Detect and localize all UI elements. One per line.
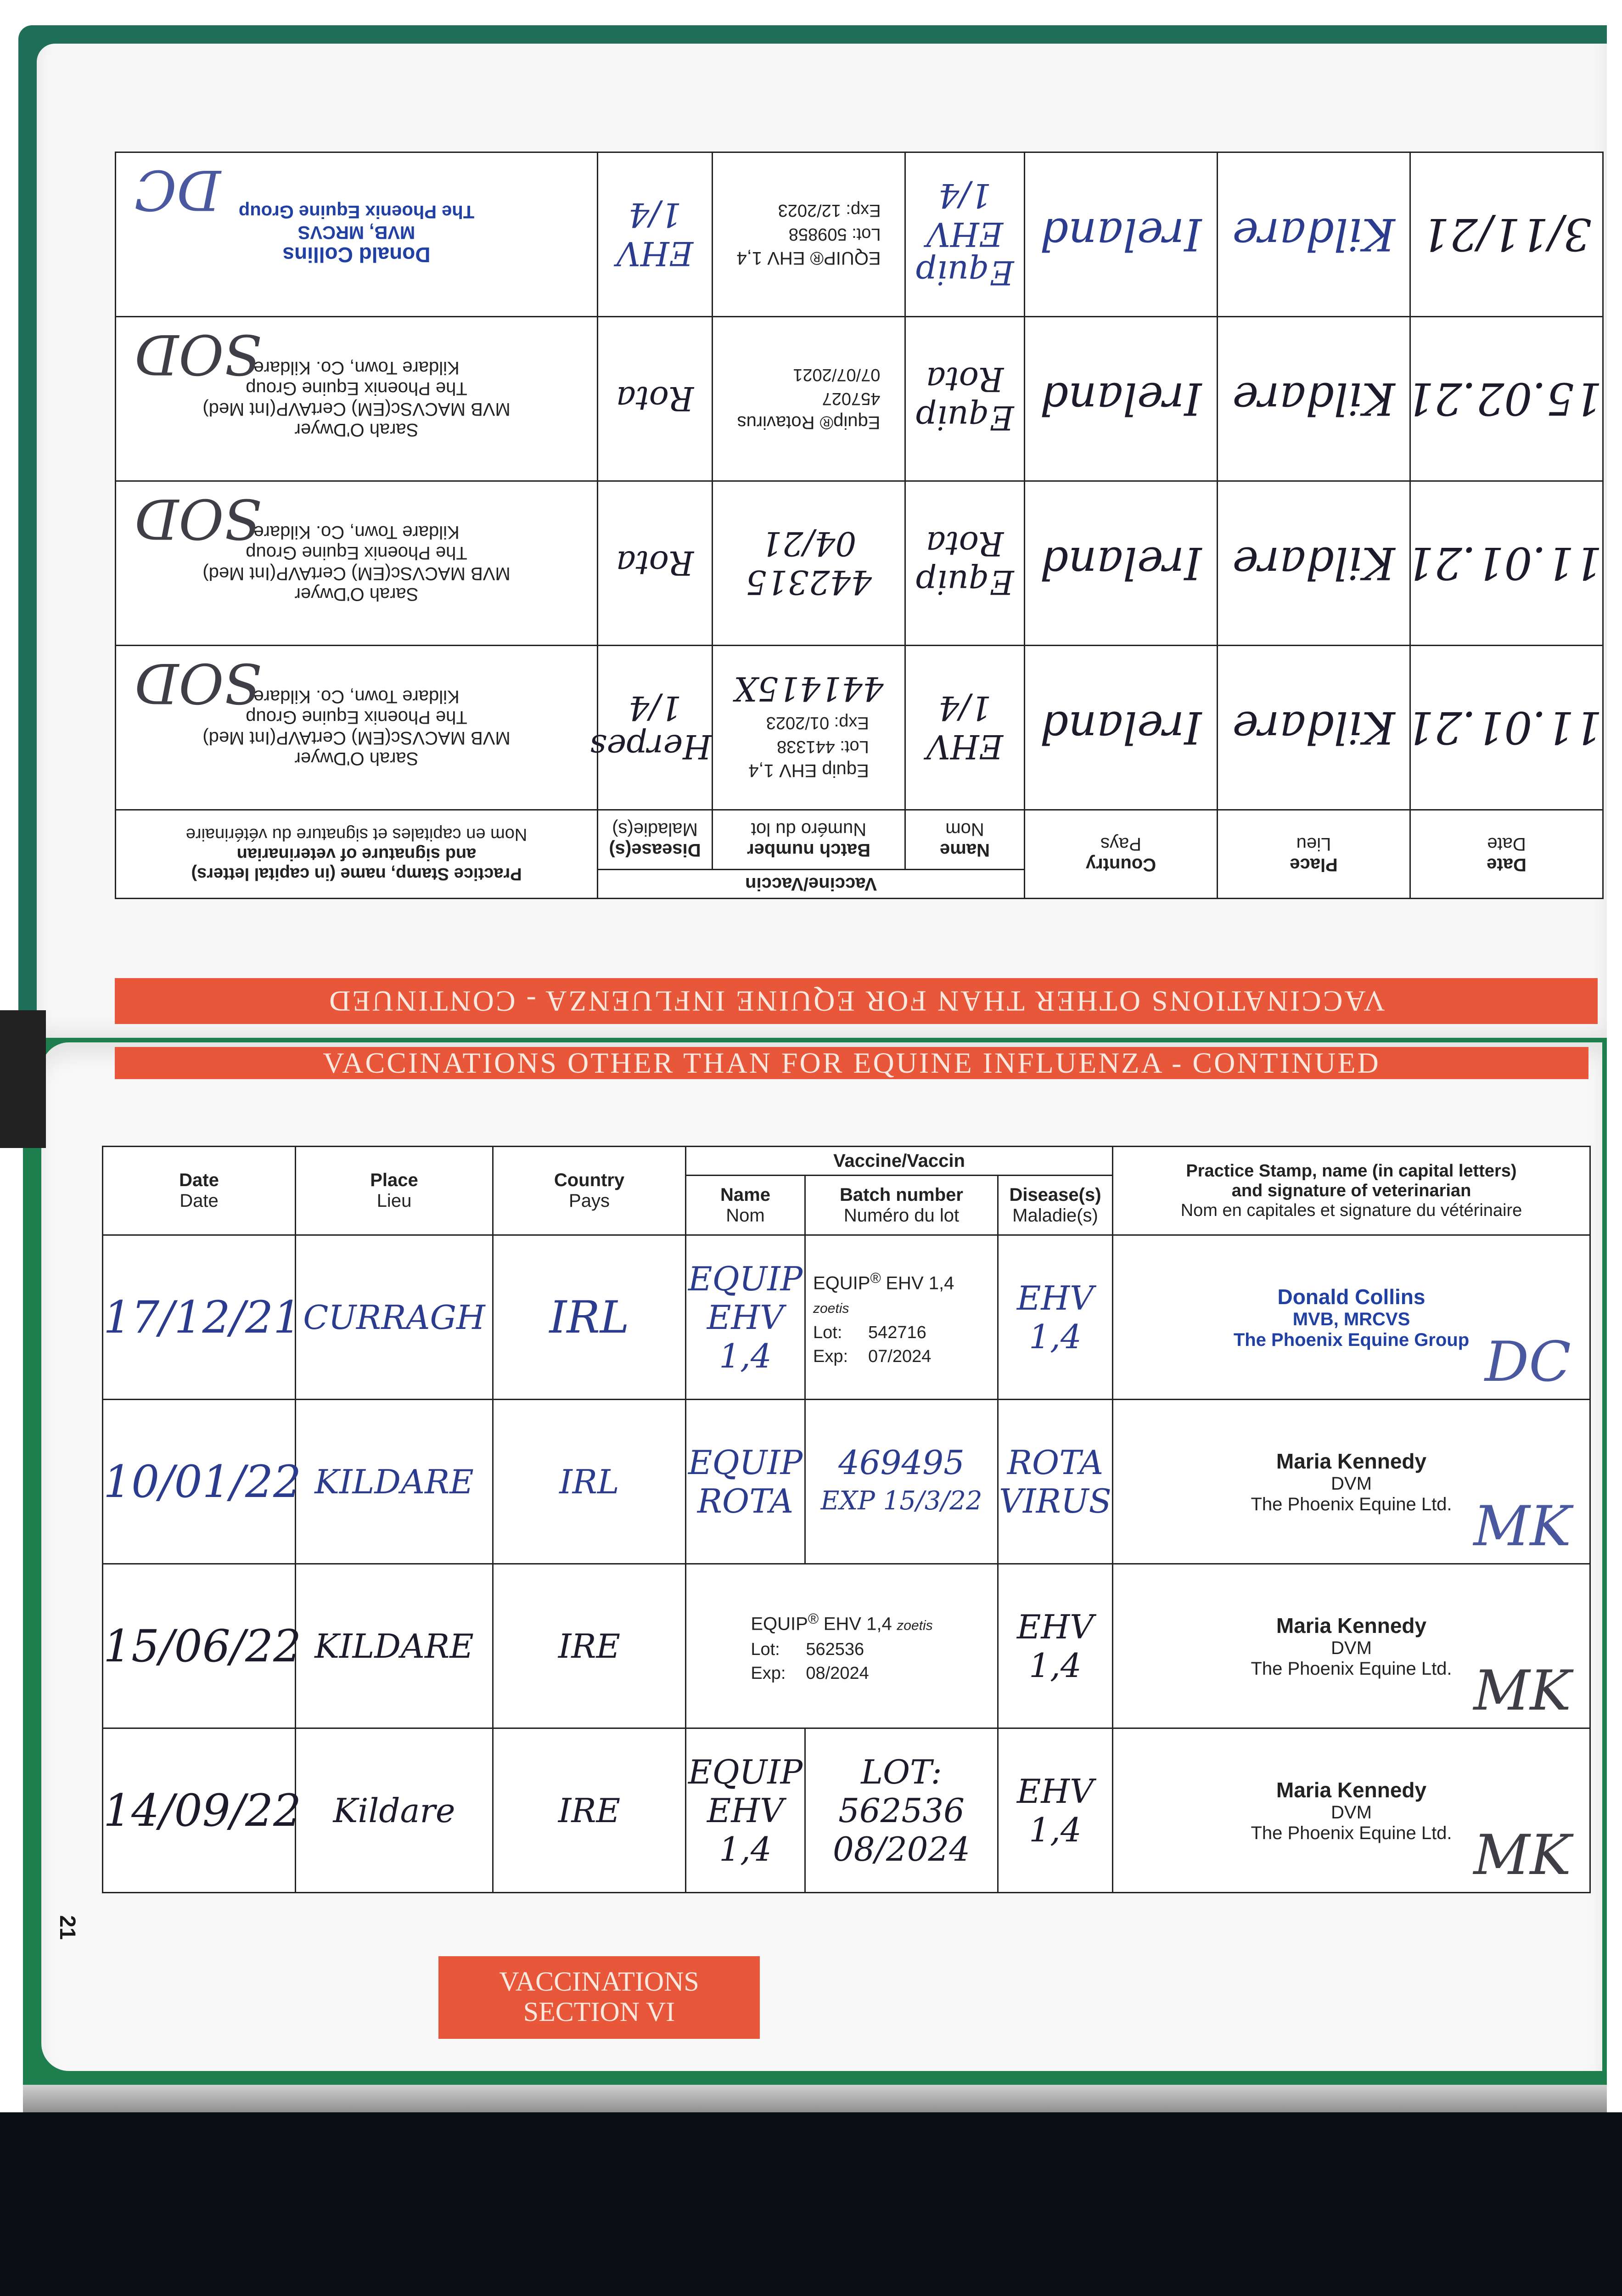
header-disease: Disease(s) Maladie(s) [598, 810, 713, 870]
header-stamp: Practice Stamp, name (in capital letters) and signature of veterinarian Nom en capitales et signature du vétérinaire [1113, 1147, 1590, 1235]
place-cell: Kildare [1232, 208, 1395, 260]
signature: MK [1473, 1659, 1571, 1723]
place-cell: KILDARE [314, 1626, 474, 1666]
country-cell: Ireland [1040, 208, 1202, 260]
disease-cell: EHV 1/4 [616, 196, 694, 273]
batch-cell: LOT: 562536 [838, 1752, 965, 1830]
country-cell: Ireland [1040, 373, 1202, 425]
signature: MK [1473, 1495, 1571, 1559]
disease-cell: Herpes 1/4 [589, 689, 712, 766]
country-cell: Ireland [1040, 702, 1202, 754]
place-cell: Kildare [333, 1791, 455, 1830]
country-cell: Ireland [1040, 537, 1202, 589]
batch-cell: 441415X [734, 670, 884, 709]
date-cell: 11.01.21 [1406, 537, 1602, 589]
section-line-1: VACCINATIONS [499, 1966, 699, 1997]
country-cell: IRL [559, 1462, 619, 1501]
table-row [103, 1400, 1590, 1564]
disease-cell: EHV 1,4 [1016, 1278, 1094, 1356]
signature: SOD [135, 322, 262, 386]
batch-expiry: 08/2024 [832, 1829, 971, 1868]
table-row [116, 152, 1603, 317]
batch-label: EQUIP® EHV 1,4 zoetis Lot: 562536 Exp: 08/2024 [743, 1604, 940, 1688]
table-row [103, 1235, 1590, 1400]
section-line-2: SECTION VI [523, 1997, 675, 2027]
vet-stamp: Maria Kennedy DVM The Phoenix Equine Ltd. [1251, 1613, 1452, 1679]
header-vaccine: Vaccine/Vaccin [686, 1147, 1113, 1176]
header-date: Date Date [103, 1147, 296, 1235]
top-vaccination-table [115, 152, 1604, 899]
place-cell: Kildare [1232, 537, 1395, 589]
header-stamp: Practice Stamp, name (in capital letters) and signature of veterinarian Nom en capitales et signature du vétérinaire [116, 810, 598, 899]
date-cell: 14/09/22 [103, 1784, 302, 1836]
header-batch: Batch number Numéro du lot [805, 1176, 998, 1235]
header-country: Country Pays [493, 1147, 686, 1235]
vet-stamp: Sarah O'Dwyer MVB MACVSc(EM) CertAVP(Int Med) The Phoenix Equine Group Kildare Town, Co. Kildare [202, 687, 511, 769]
name-cell: Equip EHV 1/4 [915, 176, 1014, 293]
signature: SOD [135, 486, 262, 550]
batch-cell: 442315 04/21 [746, 524, 872, 602]
name-cell: Equip Rota [915, 524, 1014, 602]
disease-cell: Rota [616, 544, 694, 583]
header-country: Country Pays [1025, 810, 1218, 899]
disease-cell: EHV 1,4 [1016, 1772, 1094, 1849]
date-cell: 15/06/22 [103, 1620, 302, 1672]
vet-stamp: Maria Kennedy DVM The Phoenix Equine Ltd. [1251, 1778, 1452, 1843]
table-row [103, 1564, 1590, 1728]
page-number: 21 [55, 1915, 80, 1940]
signature: DC [135, 158, 221, 221]
header-name: Name Nom [905, 810, 1025, 870]
table-row [116, 317, 1603, 481]
section-banner-inverted: VACCINATIONS OTHER THAN FOR EQUINE INFLUENZA - CONTINUED [115, 978, 1598, 1024]
header-disease: Disease(s) Maladie(s) [998, 1176, 1113, 1235]
header-date: Date Date [1410, 810, 1603, 899]
country-cell: IRE [558, 1626, 621, 1666]
name-cell: EQUIP EHV 1,4 [688, 1259, 803, 1375]
date-cell: 10/01/22 [103, 1456, 302, 1508]
vet-stamp: Maria Kennedy DVM The Phoenix Equine Ltd. [1251, 1449, 1452, 1514]
vet-stamp: Sarah O'Dwyer MVB MACVSc(EM) CertAVP(Int Med) The Phoenix Equine Group Kildare Town, Co. Kildare [202, 358, 511, 440]
header-name: Name Nom [686, 1176, 805, 1235]
batch-label: Equip® Rotavirus 457027 07/07/2021 [730, 360, 888, 438]
country-cell: IRE [558, 1791, 621, 1830]
header-place: Place Lieu [296, 1147, 493, 1235]
batch-label: Equip EHV 1,4 Lot: 441338 Exp: 01/2023 [741, 709, 876, 786]
vet-stamp: Donald Collins MVB, MRCVS The Phoenix Equine Group [238, 202, 475, 267]
country-cell: IRL [549, 1291, 629, 1343]
disease-cell: ROTA VIRUS [999, 1443, 1111, 1520]
table-row [103, 1728, 1590, 1893]
date-cell: 3/11/21 [1421, 208, 1592, 260]
section-banner: VACCINATIONS OTHER THAN FOR EQUINE INFLUENZA - CONTINUED [115, 1047, 1588, 1079]
book-spine [0, 1010, 46, 1148]
date-cell: 11.01.21 [1406, 702, 1602, 754]
header-batch: Batch number Numéro du lot [713, 810, 905, 870]
place-cell: CURRAGH [303, 1298, 485, 1337]
place-cell: KILDARE [314, 1462, 474, 1501]
vet-stamp: Sarah O'Dwyer MVB MACVSc(EM) CertAVP(Int Med) The Phoenix Equine Group Kildare Town, Co. Kildare [202, 522, 511, 605]
place-cell: Kildare [1232, 373, 1395, 425]
place-cell: Kildare [1232, 702, 1395, 754]
name-cell: Equip Rota [915, 360, 1014, 438]
batch-cell: 469495 [838, 1443, 965, 1482]
scan-background [0, 2112, 1622, 2296]
name-cell: EQUIP ROTA [688, 1443, 803, 1520]
signature: MK [1473, 1823, 1571, 1887]
batch-expiry: EXP 15/3/22 [820, 1486, 982, 1516]
batch-label: EQUIP® EHV 1,4 Lot: 509858 Exp: 12/2023 [729, 196, 888, 273]
signature: DC [1484, 1330, 1571, 1394]
date-cell: 17/12/21 [103, 1291, 302, 1343]
vet-stamp: Donald Collins MVB, MRCVS The Phoenix Equine Group [1233, 1284, 1470, 1350]
table-row [116, 646, 1603, 810]
disease-cell: EHV 1,4 [1016, 1607, 1094, 1685]
header-vaccine: Vaccine/Vaccin [598, 870, 1025, 899]
signature: SOD [135, 651, 262, 715]
name-cell: EQUIP EHV 1,4 [688, 1752, 803, 1868]
date-cell: 15.02.21 [1406, 373, 1602, 425]
name-cell: EHV 1/4 [926, 689, 1004, 766]
batch-label: EQUIP® EHV 1,4 zoetis Lot: 542716 Exp: 07/2024 [806, 1263, 997, 1372]
disease-cell: Rota [616, 379, 694, 418]
table-row [116, 481, 1603, 646]
bottom-vaccination-table [102, 1146, 1591, 1893]
header-place: Place Lieu [1218, 810, 1410, 899]
section-label [438, 1956, 760, 2039]
